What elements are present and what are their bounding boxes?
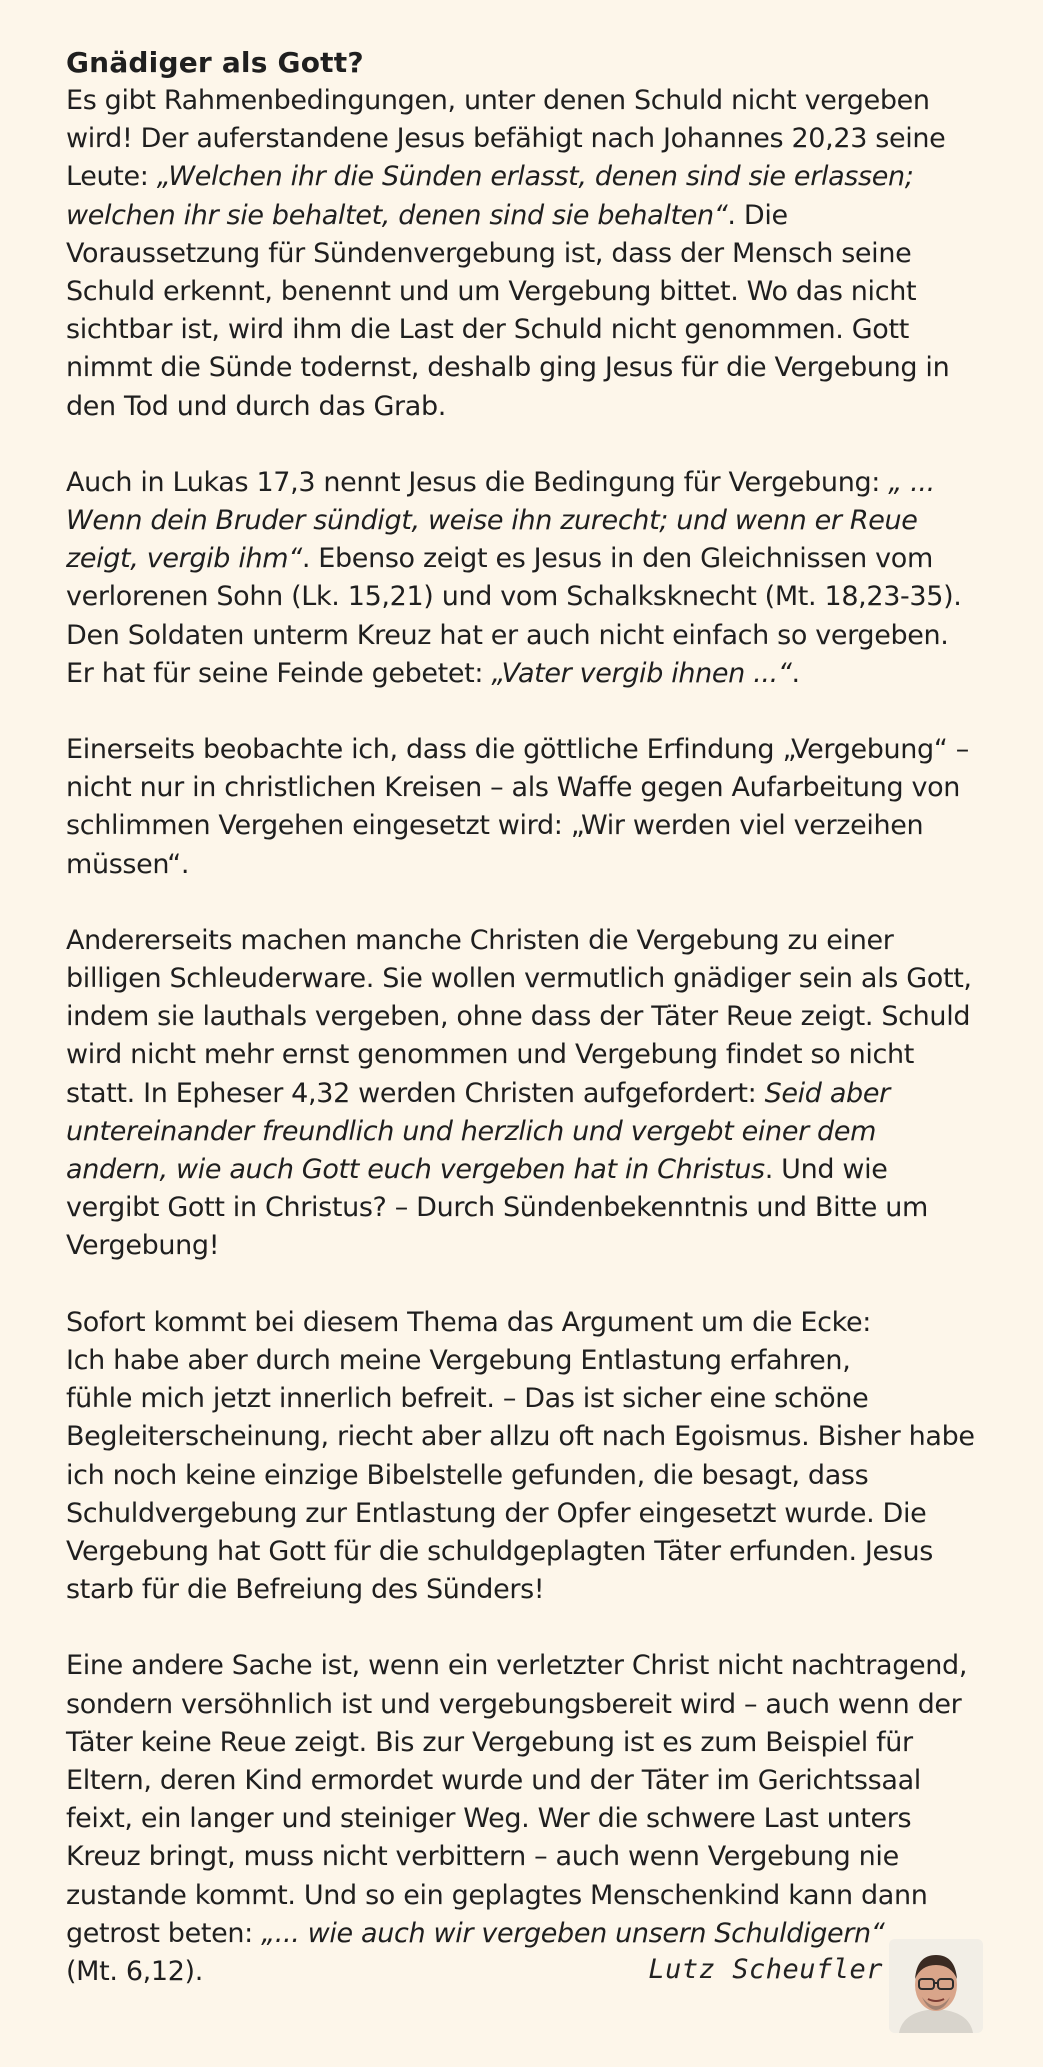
quote-vater: „Vater vergib ihnen ...“ xyxy=(491,657,792,689)
paragraph-2: Auch in Lukas 17,3 nennt Jesus die Bedingung für Vergebung: „ ... Wenn dein Bruder sündigt, weise ihn zurecht; und wenn er Reue zeigt, vergib ihm“. Ebenso zeigt es Jesus in den Gleichnissen vom verlorenen Sohn (Lk. 15,21) und vom Schalksknecht (Mt. 18,23-35). Den Soldaten unterm Kreuz hat er auch nicht einfach so vergeben. Er hat für seine Feinde gebetet: „Vater vergib ihnen ...“. xyxy=(66,466,962,689)
article-title: Gnädiger als Gott? xyxy=(66,46,364,79)
paragraph-5: Sofort kommt bei diesem Thema das Argument um die Ecke: Ich habe aber durch meine Vergebung Entlastung erfahren, fühle mich jetzt innerlich befreit. – Das ist sicher eine schöne Begleiterscheinung, riecht aber allzu oft nach Egoismus. Bisher habe ich noch keine einzige Bibelstelle gefunden, die besagt, dass Schuldvergebung zur Entlastung der Opfer eingesetzt wurde. Die Vergebung hat Gott für die schuldgeplagten Täter erfunden. Jesus starb für die Befreiung des Sünders! xyxy=(66,1306,975,1606)
quote-lukas: „ ... Wenn dein Bruder sündigt, weise ihn zurecht; und wenn er Reue zeigt, vergib ihm“ xyxy=(66,466,935,575)
paragraph-1: Es gibt Rahmenbedingungen, unter denen Schuld nicht vergeben wird! Der auferstandene Jesus befähigt nach Johannes 20,23 seine Leute: „Welchen ihr die Sünden erlasst, denen sind sie erlassen; welchen ihr sie behaltet, denen sind sie behalten“. Die Voraussetzung für Sündenvergebung ist, dass der Mensch seine Schuld erkennt, benennt und um Vergebung bittet. Wo das nicht sichtbar ist, wird ihm die Last der Schuld nicht genommen. Gott nimmt die Sünde todernst, deshalb ging Jesus für die Vergebung in den Tod und durch das Grab. xyxy=(66,85,950,422)
quote-vaterunser: „... wie auch wir vergeben unsern Schuldigern“ xyxy=(261,1917,885,1949)
quote-epheser: Seid aber untereinander freundlich und herzlich und vergebt einer dem andern, wie auch Gott euch vergeben hat in Christus xyxy=(66,1077,890,1186)
paragraph-4: Andererseits machen manche Christen die Vergebung zu einer billigen Schleuderware. Sie wollen vermutlich gnädiger sein als Gott, indem sie lauthals vergeben, ohne dass der Täter Reue zeigt. Schuld wird nicht mehr ernst genommen und Vergebung findet so nicht statt. In Epheser 4,32 werden Christen aufgefordert: Seid aber untereinander freundlich und herzlich und vergebt einer dem andern, wie auch Gott euch vergeben hat in Christus. Und wie vergibt Gott in Christus? – Durch Sündenbekenntnis und Bitte um Vergebung! xyxy=(66,924,972,1262)
quote-johannes: „Welchen ihr die Sünden erlasst, denen sind sie erlassen; welchen ihr sie behaltet, denen sind sie behalten“ xyxy=(66,161,914,231)
author-avatar xyxy=(889,1939,983,2033)
author-photo-icon xyxy=(889,1939,983,2033)
paragraph-3: Einerseits beobachte ich, dass die göttliche Erfindung „Vergebung“ – nicht nur in christlichen Kreisen – als Waffe gegen Aufarbeitung von schlimmen Vergehen eingesetzt wird: „Wir werden viel verzeihen müssen“. xyxy=(66,734,969,880)
author-signature: Lutz Scheufler xyxy=(648,1954,883,1985)
paragraph-6: Eine andere Sache ist, wenn ein verletzter Christ nicht nachtragend, sondern versöhnlich ist und vergebungsbereit wird – auch wenn der Täter keine Reue zeigt. Bis zur Vergebung ist es zum Beispiel für Eltern, deren Kind ermordet wurde und der Täter im Gerichtssaal feixt, ein langer und steiniger Weg. Wer die schwere Last unters Kreuz bringt, muss nicht verbittern – auch wenn Vergebung nie zustande kommt. Und so ein geplagtes Menschenkind kann dann getrost beten: „... wie auch wir vergeben unsern Schuldigern“ (Mt. 6,12). xyxy=(66,1650,968,1987)
